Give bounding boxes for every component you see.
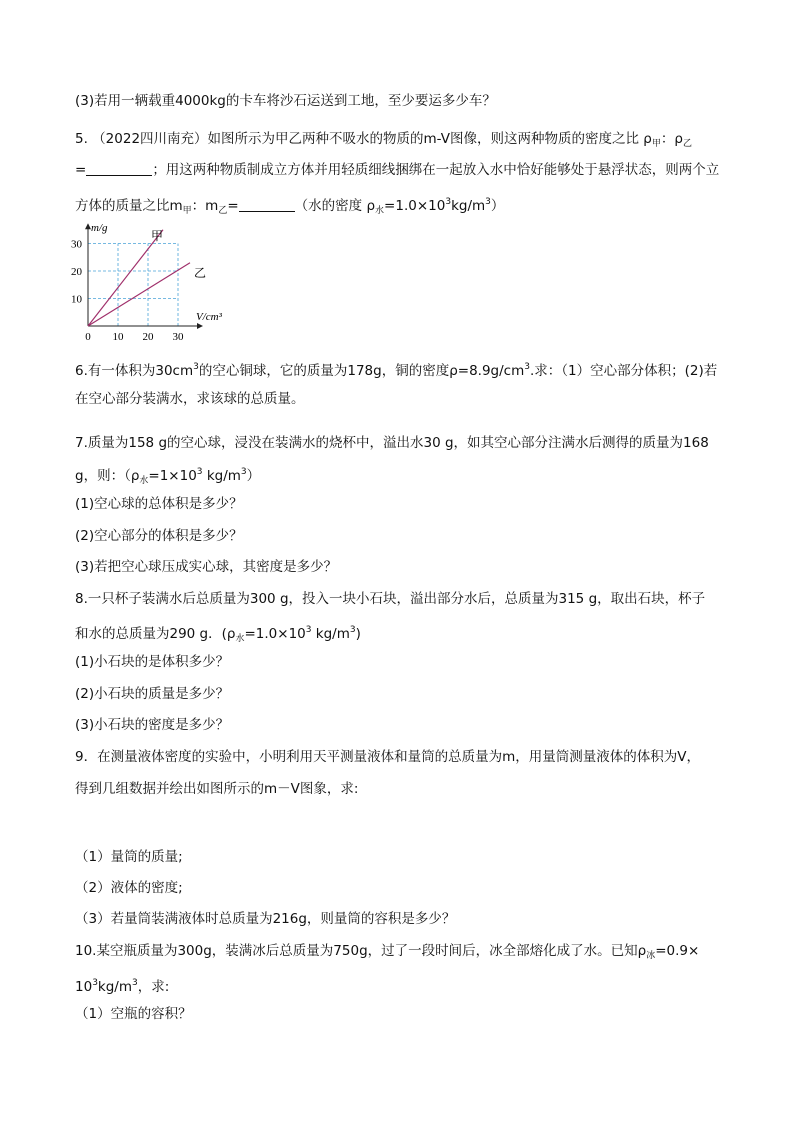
- q9-line2: 得到几组数据并绘出如图所示的m－V图象，求:: [75, 781, 359, 797]
- x-tick-label: 30: [172, 331, 184, 343]
- q9-line1: 9．在测量液体密度的实验中，小明利用天平测量液体和量筒的总质量为m，用量筒测量液体的体积为V，: [75, 749, 700, 765]
- x-tick-label: 0: [85, 331, 91, 343]
- q10-line2: $10^3kg/m^3$，求:: [75, 978, 170, 995]
- y-tick-label: 10: [71, 293, 82, 306]
- series-line-jia: [88, 230, 163, 326]
- series-label-yi: 乙: [194, 265, 207, 280]
- series-label-jia: 甲: [151, 228, 164, 243]
- q7-line1: 7.质量为158 g的空心球，浸没在装满水的烧杯中，溢出水30 g，如其空心部分注满水后测得的质量为168: [75, 435, 709, 451]
- x-axis-label: V/cm³: [196, 311, 222, 323]
- q5-line1: 5. （2022四川南充）如图所示为甲乙两种不吸水的物质的m-V图像，则这两种物质的密度之比 $\rho_甲$：$\rho_乙$: [75, 131, 692, 149]
- q7-part1: (1)空心球的总体积是多少？: [75, 496, 243, 512]
- mv-chart: [60, 218, 235, 348]
- y-tick-label: 20: [71, 266, 82, 278]
- q6-line1: 6.有一体积为$30cm^3$的空心铜球，它的质量为178g，铜的密度$\rho=8.9g/cm^3$.求：（1）空心部分体积；(2)若: [75, 362, 718, 379]
- q10-line1: 10.某空瓶质量为300g，装满冰后总质量为750g，过了一段时间后，冰全部熔化成了水。已知$\rho_冰=0.9\times$: [75, 943, 700, 961]
- q8-part1: (1)小石块的是体积多少？: [75, 654, 230, 670]
- x-tick-label: 20: [142, 331, 154, 343]
- q8-line2: 和水的总质量为290 g．($\rho_水=1.0\times 10^3$ $kg/m^3$): [75, 625, 361, 644]
- x-tick-label: 10: [112, 331, 124, 343]
- y-axis-label: m/g: [91, 222, 108, 234]
- q7-part3: (3)若把空心球压成实心球，其密度是多少？: [75, 559, 338, 575]
- q8-line1: 8.一只杯子装满水后总质量为300 g，投入一块小石块，溢出部分水后，总质量为315 g，取出石块，杯子: [75, 591, 706, 607]
- q10-part1: （1）空瓶的容积？: [75, 1006, 192, 1022]
- q4-part3: (3)若用一辆载重4000kg的卡车将沙石运送到工地，至少要运多少车？: [75, 93, 496, 109]
- q5-line3: 方体的质量之比$m_甲$：$m_乙=$ （水的密度 $\rho_水=1.0\times 10^3kg/m^3$）: [75, 197, 505, 216]
- q8-part2: (2)小石块的质量是多少？: [75, 686, 230, 702]
- answer-blank-mass-ratio[interactable]: [239, 197, 295, 212]
- q6-line2: 在空心部分装满水，求该球的总质量。: [75, 391, 305, 407]
- q8-part3: (3)小石块的密度是多少？: [75, 717, 230, 733]
- y-tick-label: 30: [71, 238, 82, 251]
- series-line-yi: [88, 263, 190, 326]
- q7-line2: g，则：（$\rho_水=1\times 10^3$ $kg/m^3$）: [75, 467, 261, 486]
- q9-part1: （1）量筒的质量;: [75, 849, 183, 865]
- answer-blank-ratio[interactable]: [86, 161, 152, 176]
- q9-part3: （3）若量筒装满液体时总质量为216g，则量筒的容积是多少？: [75, 911, 456, 927]
- q7-part2: (2)空心部分的体积是多少？: [75, 528, 243, 544]
- q5-line2: = ；用这两种物质制成立方体并用轻质细线捆绑在一起放入水中恰好能够处于悬浮状态，则两个立: [75, 162, 720, 178]
- q9-part2: （2）液体的密度;: [75, 880, 183, 896]
- chart-grid: [88, 244, 178, 327]
